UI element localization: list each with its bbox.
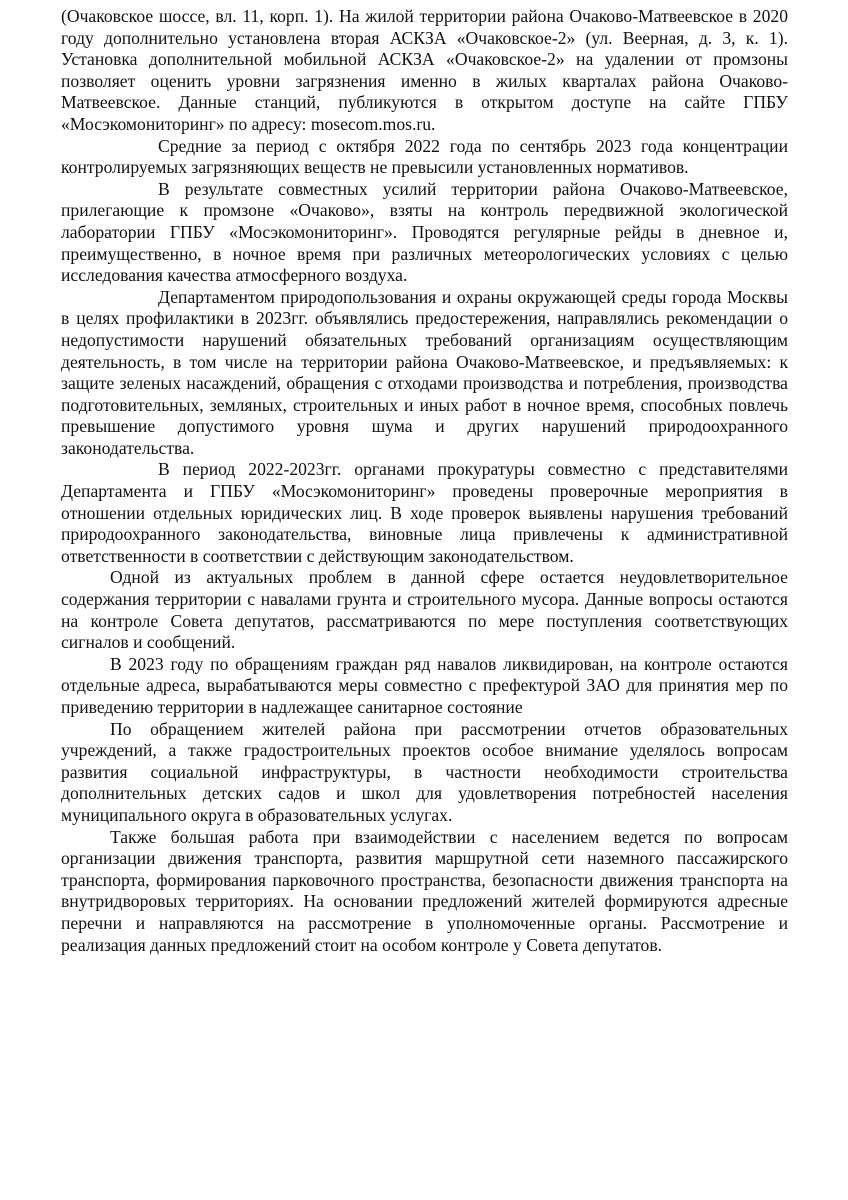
paragraph-transport-organization: Также большая работа при взаимодействии с населением ведется по вопросам организации движения транспорта, развития маршрутной сети наземного пассажирского транспорта, формирования парковочного пространства, безопасности движения транспорта на внутридворовых территориях. На основании предложений жителей формируются адресные перечни и направляются на рассмотрение в уполномоченные органы. Рассмотрение и реализация данных предложений стоит на особом контроле у Совета депутатов. bbox=[61, 826, 788, 955]
paragraph-mobile-laboratory: В результате совместных усилий территории района Очаково-Матвеевское, прилегающие к промзоне «Очаково», взяты на контроль передвижной экологической лаборатории ГПБУ «Мосэкомониторинг». Проводятся регулярные рейды в дневное и, преимущественно, в ночное время при различных метеорологических условиях с целью исследования качества атмосферного воздуха. bbox=[61, 178, 788, 286]
paragraph-prosecutor-inspections: В период 2022-2023гг. органами прокуратуры совместно с представителями Департамента и ГПБУ «Мосэкомониторинг» проведены проверочные мероприятия в отношении отдельных юридических лиц. В ходе проверок выявлены нарушения требований природоохранного законодательства, виновные лица привлечены к административной ответственности в соответствии с действующим законодательством. bbox=[61, 459, 788, 566]
paragraph-average-concentrations: Средние за период с октября 2022 года по сентябрь 2023 года концентрации контролируемых загрязняющих веществ не превысили установленных нормативов. bbox=[61, 135, 788, 178]
paragraph-soil-debris-problem: Одной из актуальных проблем в данной сфере остается неудовлетворительное содержания территории с навалами грунта и строительного мусора. Данные вопросы остаются на контроле Совета депутатов, рассматриваются по мере поступления соответствующих сигналов и сообщений. bbox=[61, 567, 788, 653]
paragraph-debris-liquidated: В 2023 году по обращениям граждан ряд навалов ликвидирован, на контроле остаются отдельные адреса, вырабатываются меры совместно с префектурой ЗАО для принятия мер по приведению территории в надлежащее санитарное состояние bbox=[61, 653, 788, 717]
paragraph-department-warnings: Департаментом природопользования и охраны окружающей среды города Москвы в целях профилактики в 2023гг. объявлялись предостережения, направлялись рекомендации о недопустимости нарушений обязательных требований организациям осуществляющим деятельность, в том числе на территории района Очаково-Матвеевское, и предъявляемых: к защите зеленых насаждений, обращения с отходами производства и потребления, производства подготовительных, земляных, строительных и иных работ в ночное время, способных повлечь превышение допустимого уровня шума и других нарушений природоохранного законодательства. bbox=[61, 286, 788, 458]
paragraph-air-stations: (Очаковское шоссе, вл. 11, корп. 1). На жилой территории района Очаково-Матвеевское в 2020 году дополнительно установлена вторая АСКЗА «Очаковское-2» (ул. Веерная, д. 3, к. 1). Установка дополнительной мобильной АСКЗА «Очаковское-2» на удалении от промзоны позволяет оценить уровни загрязнения именно в жилых кварталах района Очаково-Матвеевское. Данные станций, публикуются в открытом доступе на сайте ГПБУ «Мосэкомониторинг» по адресу: mosecom.mos.ru. bbox=[61, 6, 788, 134]
paragraph-social-infrastructure: По обращением жителей района при рассмотрении отчетов образовательных учреждений, а также градостроительных проектов особое внимание уделялось вопросам развития социальной инфраструктуры, в частности необходимости строительства дополнительных детских садов и школ для удовлетворения потребностей населения муниципального округа в образовательных услугах. bbox=[61, 718, 788, 825]
